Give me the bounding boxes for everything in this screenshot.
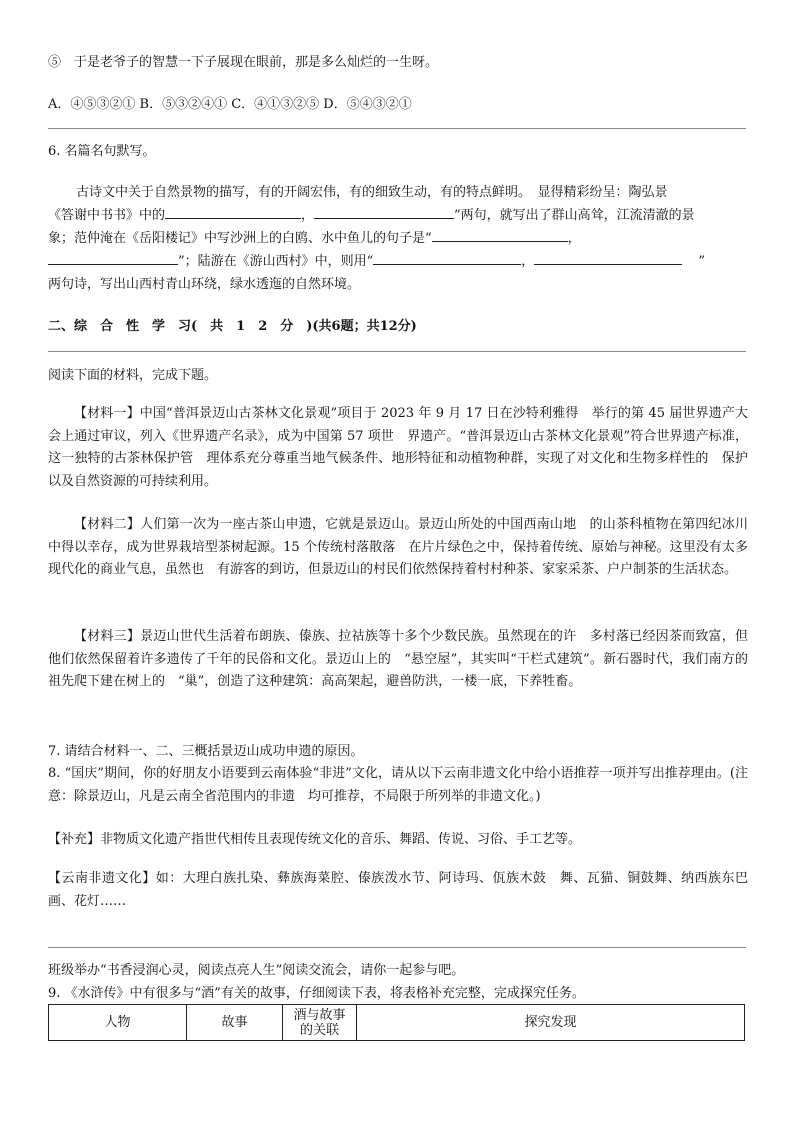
answer-blank-3[interactable] xyxy=(432,228,568,242)
q5-options: A．④⑤③②① B．⑤③②④① C．④①③②⑤ D．⑤④③②① xyxy=(48,97,412,112)
q5-item-5: ⑤ 于是老爷子的智慧一下子展现在眼前，那是多么灿烂的一生呀。 xyxy=(48,55,439,70)
answer-blank-6[interactable] xyxy=(534,251,682,265)
table-header-person: 人物 xyxy=(49,1005,187,1040)
q6-line-3-text-b: ， xyxy=(567,231,581,246)
section-divider xyxy=(48,947,746,948)
answer-blank-5[interactable] xyxy=(373,251,521,265)
q6-line-2 xyxy=(48,204,695,223)
section-divider xyxy=(48,351,746,352)
q8: 8. “国庆”期间，你的好朋友小语要到云南体验“非进”文化，请从以下云南非遗文化中给小语推荐一项并写出推荐理由。(注意：除景迈山，凡是云南全省范围内的非遗 均可推荐，不局限于所列举的非遗文化。) xyxy=(48,766,748,804)
q6-line-3-text-a: 象；范仲淹在《岳阳楼记》中写沙洲上的白鸥、水中鱼儿的句子是“ xyxy=(48,231,432,246)
q6-line-4-text-b: ， xyxy=(521,254,535,269)
supplement-note: 【补充】非物质文化遗产指世代相传且表现传统文化的音乐、舞蹈、传说、习俗、手工艺等。 xyxy=(48,832,582,847)
exploration-table xyxy=(48,1004,745,1041)
activity-intro: 班级举办“书香浸润心灵，阅读点亮人生”阅读交流会，请你一起参与吧。 xyxy=(48,963,465,978)
material-1: 【材料一】中国“普洱景迈山古茶林文化景观”项目于 2023 年 9 月 17 日在沙特利雅得 举行的第 45 届世界遗产大会上通过审议，列入《世界遗产名录》，成为中国第 57 项世 界遗产。“普洱景迈山古茶林文化景观”符合世界遗产标准，这一独特的古茶林保护管 理体系充分尊重当地气候条件、地形特征和动植物种群，实现了对文化和生物多样性的 保护以及自然资源的可持续利用。 xyxy=(48,406,748,489)
q6-line-2-text-a: 《答谢中书书》中的 xyxy=(48,208,166,223)
table-header-findings: 探究发现 xyxy=(524,1015,577,1030)
q6-line-2-text-c: ”两句，就写出了群山高耸，江流清澈的景 xyxy=(454,208,695,223)
answer-blank-4[interactable] xyxy=(48,251,178,265)
yunnan-heritage-list: 【云南非遗文化】如：大理白族扎染、彝族海菜腔、傣族泼水节、阿诗玛、佤族木鼓 舞、瓦猫、铜鼓舞、纳西族东巴画、花灯…… xyxy=(48,871,748,909)
table-header-wine-relation: 酒与故事的关联 xyxy=(283,1005,357,1040)
q6-line-1: 古诗文中关于自然景物的描写，有的开阔宏伟，有的细致生动，有的特点鲜明。 显得精彩纷呈：陶弘景 xyxy=(76,185,668,200)
section-divider xyxy=(48,128,746,129)
q6-title: 6. 名篇名句默写。 xyxy=(48,144,156,159)
q6-line-3 xyxy=(48,227,581,246)
reading-intro: 阅读下面的材料，完成下题。 xyxy=(48,368,218,383)
section-2-heading: 二、综 合 性 学 习( 共 1 2 分 )(共6题；共12分) xyxy=(48,319,417,334)
q6-line-4-text-c: ” xyxy=(698,254,705,269)
answer-blank-2[interactable] xyxy=(314,205,454,219)
q6-line-4 xyxy=(48,250,705,269)
q6-line-5: 两句诗，写出山西村青山环绕，绿水透迤的自然环境。 xyxy=(48,277,361,292)
q7: 7. 请结合材料一、二、三概括景迈山成功申遗的原因。 xyxy=(48,744,364,759)
material-3: 【材料三】景迈山世代生活着布朗族、傣族、拉祜族等十多个少数民族。虽然现在的许 多村落已经因茶而致富，但他们依然保留着许多遗传了千年的民俗和文化。景迈山上的 “悬空屋”，其实叫“干栏式建筑”。新石器时代，我们南方的祖先爬下建在树上的 “巢”，创造了这种建筑：高高架起，避兽防洪，一楼一底，下养牲畜。 xyxy=(48,629,748,689)
answer-blank-1[interactable] xyxy=(165,205,301,219)
q6-line-2-text-b: ， xyxy=(301,208,315,223)
table-header-story: 故事 xyxy=(187,1005,283,1040)
q9: 9. 《水浒传》中有很多与“酒”有关的故事，仔细阅读下表，将表格补充完整，完成探究任务。 xyxy=(48,986,585,1001)
material-2: 【材料二】人们第一次为一座古茶山申遗，它就是景迈山。景迈山所处的中国西南山地 的山茶科植物在第四纪冰川中得以幸存，成为世界栽培型茶树起源。15 个传统村落散落 在片片绿色之中，保持着传统、原始与神秘。这里没有太多现代化的商业气息，虽然也 有游客的到访，但景迈山的村民们依然保持着村村种茶、家家采茶、户户制茶的生活状态。 xyxy=(48,517,748,577)
q6-line-4-text-a: ”；陆游在《游山西村》中，则用“ xyxy=(178,254,374,269)
